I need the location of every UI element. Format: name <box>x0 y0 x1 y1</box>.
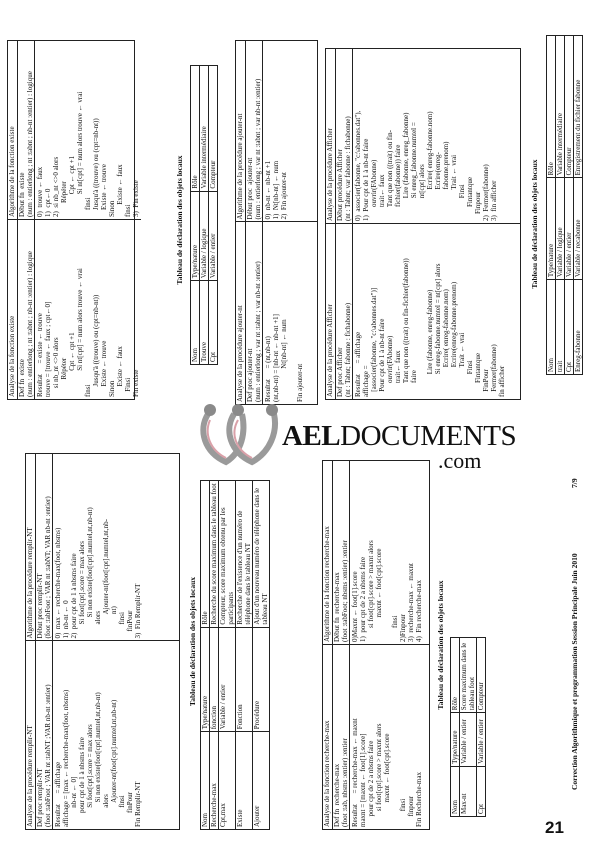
role-cell: Recherche de l'existence d'un numéro de téléphone dans le tableau NT <box>236 481 253 628</box>
code-line: (foot :tab, nbsms :entier) :entier <box>341 738 349 827</box>
role-cell: Score maximum dans le tableau foot <box>460 638 477 713</box>
algorithm-body <box>263 41 317 222</box>
name-cell: Nom <box>201 732 210 830</box>
name-cell: Nom <box>451 766 460 816</box>
recherche-max-decl-table <box>450 637 486 817</box>
table-header-row <box>547 36 556 375</box>
role-cell: Ajout d'un nouveau numéro de téléphone dans le tableau NT <box>253 481 270 628</box>
footer-page: 7/9 <box>570 478 579 488</box>
afficher-decl-title: Tableau de déclaration des objets locaux <box>530 159 539 289</box>
algorithm-column <box>8 41 141 220</box>
algorithm-column <box>326 49 520 224</box>
code-line: Def proc Afficher <box>336 347 344 397</box>
code-line: finPour <box>126 610 134 639</box>
type-cell: fonction <box>210 627 219 732</box>
code-line: Si enreg_fabonne.numtel = <box>410 122 418 221</box>
afficher-decl-table <box>546 35 583 375</box>
code-line: Début proc ajouter-nt <box>246 157 254 220</box>
type-cell: Variable / entier <box>209 191 218 281</box>
code-line: Resultat = recherche-max ← maxnt <box>351 718 359 827</box>
code-line: 0) nb-nt ← nb-nt +1 <box>264 160 272 220</box>
code-line: Jusqu'à ((trouve) ou (cpt=nb-nt)) <box>92 294 100 397</box>
code-line: (foot :tabFoot ; VAR nt :tabNT; VAR nb-nt :entier) <box>44 496 52 639</box>
code-line: finsi <box>391 615 399 642</box>
code-line: finsi <box>118 612 126 639</box>
code-line: si nb_nt <>0 alors <box>52 337 60 397</box>
code-line: pour cpt de 1 à nbsms faire <box>78 737 86 827</box>
code-line: Si non existe(foot[cpt].numtel,nt,nb-nt) <box>94 692 102 827</box>
code-line <box>288 225 296 403</box>
analysis-body <box>35 220 141 399</box>
remplir-nt-decl-title: Tableau de déclaration des objets locaux <box>188 576 197 707</box>
code-line: 3) Fin existe <box>132 180 140 217</box>
algorithm-def <box>246 41 263 222</box>
role-cell: Recherche du score maximum dans le tableau foot <box>210 481 219 628</box>
code-line: finsi <box>84 197 92 217</box>
role-cell: Rôle <box>451 638 460 713</box>
type-cell: Variable / entier <box>219 627 236 732</box>
analysis-body <box>263 223 317 405</box>
code-line: Def fn existe <box>18 359 26 397</box>
analysis-def <box>36 642 53 830</box>
code-line: Existe ← trouve <box>100 340 108 397</box>
remplir-nt-decl-table <box>200 480 270 830</box>
code-line: Existe ← faux <box>116 164 124 217</box>
code-line: faire <box>410 370 418 397</box>
code-line <box>391 647 399 827</box>
code-line: 2) si nb_nt <>0 alors <box>52 156 60 217</box>
code-line: 1) nb-nt ← 0 <box>62 600 70 639</box>
code-line: Sinon <box>108 380 116 397</box>
analysis-def <box>246 223 263 405</box>
code-line: 0) max ← recherche-max(foot, nbsms) <box>54 527 62 639</box>
algorithm-body <box>53 454 179 641</box>
type-cell: Type/nature <box>451 713 460 767</box>
name-cell: Cpt <box>477 766 486 816</box>
code-line: (foot :tabFoot ; VAR nt :tabNT ;VAR nb-nt :entier) <box>44 684 52 827</box>
recherche-max-table <box>322 460 430 830</box>
code-line: fin afficher <box>498 365 506 397</box>
table-header-row <box>201 481 210 830</box>
type-cell: Fonction <box>236 627 253 732</box>
analysis-header: Analyse de la procédure Afficher <box>326 224 336 399</box>
code-line: Fermer(fabonne) <box>490 344 498 397</box>
role-cell: Compteur <box>477 638 486 713</box>
code-line: 4) Fin recherche-max <box>415 580 423 642</box>
code-line: Si foot[cpt].score = max alors <box>78 541 86 639</box>
algorithm-def <box>18 41 35 219</box>
table-row <box>477 638 486 817</box>
code-line: finsi <box>84 384 92 397</box>
algorithm-header: Algorithme de la procédure ajouter-nt <box>236 41 246 222</box>
code-line: maxnt = [maxnt ← foot[1].score] <box>359 733 367 827</box>
type-cell: Type/nature <box>201 627 210 732</box>
algorithm-def <box>333 461 350 644</box>
code-line: Finpour <box>474 191 482 221</box>
type-cell: Variable / logique <box>556 178 565 280</box>
table-row <box>209 66 218 365</box>
code-line: Finsi <box>458 184 466 221</box>
role-cell: Compteur <box>565 36 574 178</box>
code-line: (nt : Tabnt; fabonne : fichabonne) <box>344 302 352 397</box>
name-cell: Nom <box>547 280 556 375</box>
name-cell: Trouve <box>200 281 209 365</box>
algorithm-column <box>236 41 317 223</box>
role-cell: Compteur <box>209 66 218 192</box>
code-line: Si nt[cpt] = num alors trouve ← vrai <box>76 91 84 217</box>
code-line: Ajouter-nt(foot[cpt].numtel,nt,nb-nt) <box>110 699 118 827</box>
analysis-def <box>333 645 350 829</box>
code-line: Si nt[cpt] = num alors trouve ← vrai <box>76 268 84 397</box>
analysis-def <box>18 220 35 399</box>
code-line: Ecrire( enreg-fabonne.nom) <box>426 111 434 221</box>
stethoscope-logo-icon <box>198 400 284 470</box>
name-cell: Recherche-max <box>210 732 219 830</box>
algorithm-def <box>36 454 53 641</box>
type-cell: Type/nature <box>547 178 556 280</box>
code-line: pour cpt de 2 a nbsms faire <box>367 740 375 827</box>
algorithm-body <box>35 41 141 219</box>
code-line: 1) Pour cpt de 1 à nb-nt faire <box>362 138 370 221</box>
code-line: maxnt ← foot[cpt].score <box>383 733 391 827</box>
type-cell: Variable / entier <box>477 713 486 767</box>
code-line: Trait ← vrai <box>458 332 466 397</box>
code-line: Fin Recherche-max <box>415 771 423 827</box>
code-line: 0) trouve ← faux <box>36 166 44 217</box>
table-row <box>253 481 270 830</box>
type-cell: Variable / logique <box>200 191 209 281</box>
code-line: 0) associer(fabonne, "c:\abonnes.dat"), <box>354 110 362 221</box>
code-line: Fintantque <box>466 177 474 221</box>
type-cell: Variable / recabonne <box>574 178 583 280</box>
code-line: nt[cpt] alors <box>418 164 426 221</box>
code-line: Lire (fabonne, enreg-fabonne) <box>426 289 434 397</box>
code-line: Tant que non ((trait) ou fin-fichier(fabonne)) <box>402 258 410 397</box>
role-cell: Enregistrement du fichier fabonne <box>574 36 583 178</box>
name-cell: Ajouter <box>253 732 270 830</box>
logo-brand-rest: DOCUMENTS <box>340 420 517 452</box>
type-cell: Variable / entier <box>565 178 574 280</box>
name-cell: trait <box>556 280 565 375</box>
code-line: Ecrire(enreg- <box>434 152 442 221</box>
code-line: finPour <box>126 792 134 827</box>
code-line: fabonne.prenom) <box>442 141 450 221</box>
code-line: Existe ← faux <box>116 346 124 397</box>
code-line: Début proc remplir-NT <box>36 573 44 639</box>
table-row <box>236 481 253 830</box>
analysis-column <box>26 642 179 830</box>
role-cell: Rôle <box>201 481 210 628</box>
table-row <box>200 66 209 365</box>
table-row <box>219 481 236 830</box>
footer-text: Correction Algorithmique et programmation Session Principale Juin 2010 <box>570 553 579 790</box>
name-cell: Cpt <box>209 281 218 365</box>
code-line: Finsi <box>466 360 474 397</box>
existe-decl-title: Tableau de déclaration des objets locaux <box>175 155 184 285</box>
code-line: Si enreg-fabonne.numtel = nt[cpt] alors <box>434 263 442 397</box>
code-line: Ajouter-nt(foot[cpt].numtel,nt,nb- <box>102 519 110 639</box>
algorithm-header: Algorithme de la procédure remplir-NT <box>26 454 36 641</box>
algorithm-body <box>353 49 520 223</box>
code-line: Resultat = affichage <box>354 331 362 397</box>
algorithm-column <box>323 461 429 645</box>
code-line: Fintantque <box>474 353 482 397</box>
code-line: affichage = [max ← recherche-max(foot, nbsms) <box>62 689 70 827</box>
existe-decl-table <box>190 65 218 365</box>
code-line: Trait ← vrai <box>450 154 458 221</box>
code-line: 1) pour cpt de 2 a nbsms faire <box>359 556 367 642</box>
analysis-body <box>353 224 520 399</box>
code-line: nt) <box>110 606 118 639</box>
code-line: (nt,nb-nt) = [nb-nt ← nb-nt +1] <box>272 314 280 402</box>
code-line: Resultat = (nt,nb-nt) <box>264 336 272 402</box>
analysis-def <box>336 224 353 399</box>
code-line: Finsi <box>124 377 132 397</box>
code-line: si foot[cpt].score > maxnt alors <box>367 540 375 642</box>
code-line: Fin Remplir-NT <box>134 781 142 827</box>
aeldocuments-logo <box>198 400 517 475</box>
code-line: (num : entierlong ; var nt :tabnt ; var nb-nt :entier) <box>254 78 262 220</box>
algorithm-header: Algorithme de la fonction existe <box>8 41 18 219</box>
code-line: ouvrir(FAbonne) <box>370 159 378 221</box>
code-line: 3) recherche-max ← maxnt <box>407 563 415 642</box>
code-line: maxnt ← foot[cpt].score <box>375 548 383 642</box>
code-line: Pour cpt de 1 à nb-nt faire <box>378 318 386 397</box>
algorithm-header: Analyse de la procédure Afficher <box>326 49 336 223</box>
table-row <box>565 36 574 375</box>
analysis-column <box>236 223 317 405</box>
code-line: Ecrire( enreg-fabonne.nom) <box>442 289 450 397</box>
code-line: Resultat = affichage <box>54 761 62 827</box>
code-line <box>383 463 391 642</box>
code-line: 2)Finpour <box>399 614 407 642</box>
role-cell: Rôle <box>191 66 200 192</box>
code-line: 3) Fin Remplir-NT <box>134 583 142 639</box>
code-line: Tant que non ((trait) ou fin- <box>386 130 394 221</box>
code-line: fichier(fabonne)) faire <box>394 144 402 221</box>
code-line: Lire (fabonne, enreg_fabonne) <box>402 112 410 221</box>
name-cell: Max-nt <box>460 766 477 816</box>
analysis-body <box>53 642 179 830</box>
code-line: trouve = [trouve ← faux ; cpt←0] <box>44 301 52 397</box>
table-header-row <box>191 66 200 365</box>
code-line: 1) Nt[nb-nt] ← num <box>272 160 280 220</box>
type-cell: Procédure <box>253 627 270 732</box>
analysis-header: Analyse de la procédure remplir-NT <box>26 642 36 830</box>
code-line: Def proc ajouter-nt <box>246 348 254 402</box>
code-line: (num : entierlong ; nt :tabnt ; nb-nt :entier) : logique <box>26 71 34 217</box>
code-line: finpour <box>407 795 415 827</box>
code-line: 2) pour cpt de 1 à nbsms faire <box>70 553 78 639</box>
code-line: Fin ajouter-nt <box>296 363 304 402</box>
table-row <box>210 481 219 830</box>
name-cell: Existe <box>236 732 253 830</box>
code-line: finsi <box>124 204 132 217</box>
name-cell: Cpt <box>565 280 574 375</box>
role-cell: Variable intermédiaire <box>200 66 209 192</box>
code-line: ouvrir(FAbonne) <box>386 335 394 397</box>
table-header-row <box>451 638 460 817</box>
ajouter-nt-table <box>235 40 318 405</box>
code-line: 1) cpt←0 <box>44 188 52 217</box>
code-line: FinPour <box>482 369 490 397</box>
code-line: Existe ← trouve <box>100 164 108 217</box>
code-line: Def proc remplir-NT <box>36 768 44 827</box>
table-row <box>556 36 565 375</box>
algorithm-column <box>26 454 179 642</box>
code-line: Début fn recherche-max <box>333 572 341 642</box>
remplir-nt-table <box>25 453 180 830</box>
logo-brand-bold: AEL <box>282 420 341 452</box>
code-line: Début fn existe <box>18 172 26 217</box>
name-cell: Enreg-fabonne <box>574 280 583 375</box>
code-line: (foot :tabFoot; nbsms :entier) :entier <box>341 540 349 642</box>
type-cell: Variable / entier <box>460 713 477 767</box>
algorithm-header: Algorithme de la fonction recherche-max <box>323 461 333 644</box>
recherche-max-decl-title: Tableau de déclaration des objets locaux <box>436 580 445 710</box>
code-line: (num : entierlong ; nt :tabnt ; nb-nt :entier) : logique <box>26 251 34 397</box>
code-line: Sinon <box>108 200 116 217</box>
code-line: Répéter <box>60 181 68 217</box>
code-line: 0)Maxnt ← foot[1].score <box>351 571 359 642</box>
algorithm-body <box>350 461 429 644</box>
code-line: affichage = <box>362 365 370 397</box>
code-line: Def fn recherche-max <box>333 763 341 827</box>
analysis-body <box>350 645 429 829</box>
page-number: 21 <box>545 818 564 837</box>
code-line: si foot[cpt].score > maxnt alors <box>375 723 383 827</box>
code-line: Nt[nb-nt] ← num <box>280 319 288 402</box>
code-line: (nt : Tabnt; var fabonne : fichabonne) <box>344 116 352 221</box>
table-row <box>574 36 583 375</box>
code-line: Répéter <box>60 357 68 397</box>
code-line: Cpt ← cpt +1 <box>68 332 76 397</box>
existe-table <box>7 40 140 400</box>
code-line: Si foot[cpt].score = max alors <box>86 724 94 827</box>
code-line: alors <box>94 610 102 639</box>
code-line: trait← faux <box>378 174 386 221</box>
code-line: nb-nt ← 0] <box>70 776 78 827</box>
code-line: Fin existe <box>132 369 140 397</box>
code-line <box>418 226 426 397</box>
code-line: [associer(fabonne, "c:\abonnes.dat")] <box>370 287 378 397</box>
code-line: 2) Fermer(fabonne) <box>482 164 490 221</box>
code-line: Début procédure Afficher <box>336 149 344 221</box>
code-line: Ecrire(enreg-fabonne.prenom) <box>450 281 458 397</box>
type-cell: Type/nature <box>191 191 200 281</box>
code-line: trait← faux <box>394 350 402 397</box>
analysis-column <box>8 220 141 399</box>
code-line: Si non existe(foot[cpt].numtel,nt,nb-nt) <box>86 507 94 639</box>
logo-domain: .com <box>438 448 482 473</box>
code-line: (num : entierlong ; var nt :tabnt ; var nb-nt :entier) <box>254 261 262 402</box>
analysis-header: Analyse de la procédure ajouter-nt <box>236 223 246 405</box>
role-cell: Compteur, score maximum obtenu par les participants <box>219 481 236 628</box>
analysis-header: Analyse de la fonction existe <box>8 220 18 399</box>
table-row <box>460 638 477 817</box>
afficher-table <box>325 48 521 400</box>
code-line: Cpt ← cpt +1 <box>68 155 76 217</box>
algorithm-def <box>336 49 353 223</box>
role-cell: Rôle <box>547 36 556 178</box>
name-cell: Cpt,max <box>219 732 236 830</box>
analysis-column <box>323 645 429 829</box>
code-line: 3) fin afficher <box>490 180 498 221</box>
analysis-header: Analyse de la fonction recherche-max <box>323 645 333 829</box>
code-line: finsi <box>118 795 126 827</box>
code-line: 2) Fin ajouter-nt <box>280 172 288 220</box>
name-cell: Nom <box>191 281 200 365</box>
code-line: Jusqu'à ((trouve) ou (cpt=nb-nt)) <box>92 118 100 217</box>
analysis-column <box>326 224 520 399</box>
role-cell: Variable intermédiaire <box>556 36 565 178</box>
code-line: Resultat = existe ← trouve <box>36 313 44 397</box>
code-line: alors <box>102 794 110 827</box>
code-line: finsi <box>399 798 407 827</box>
